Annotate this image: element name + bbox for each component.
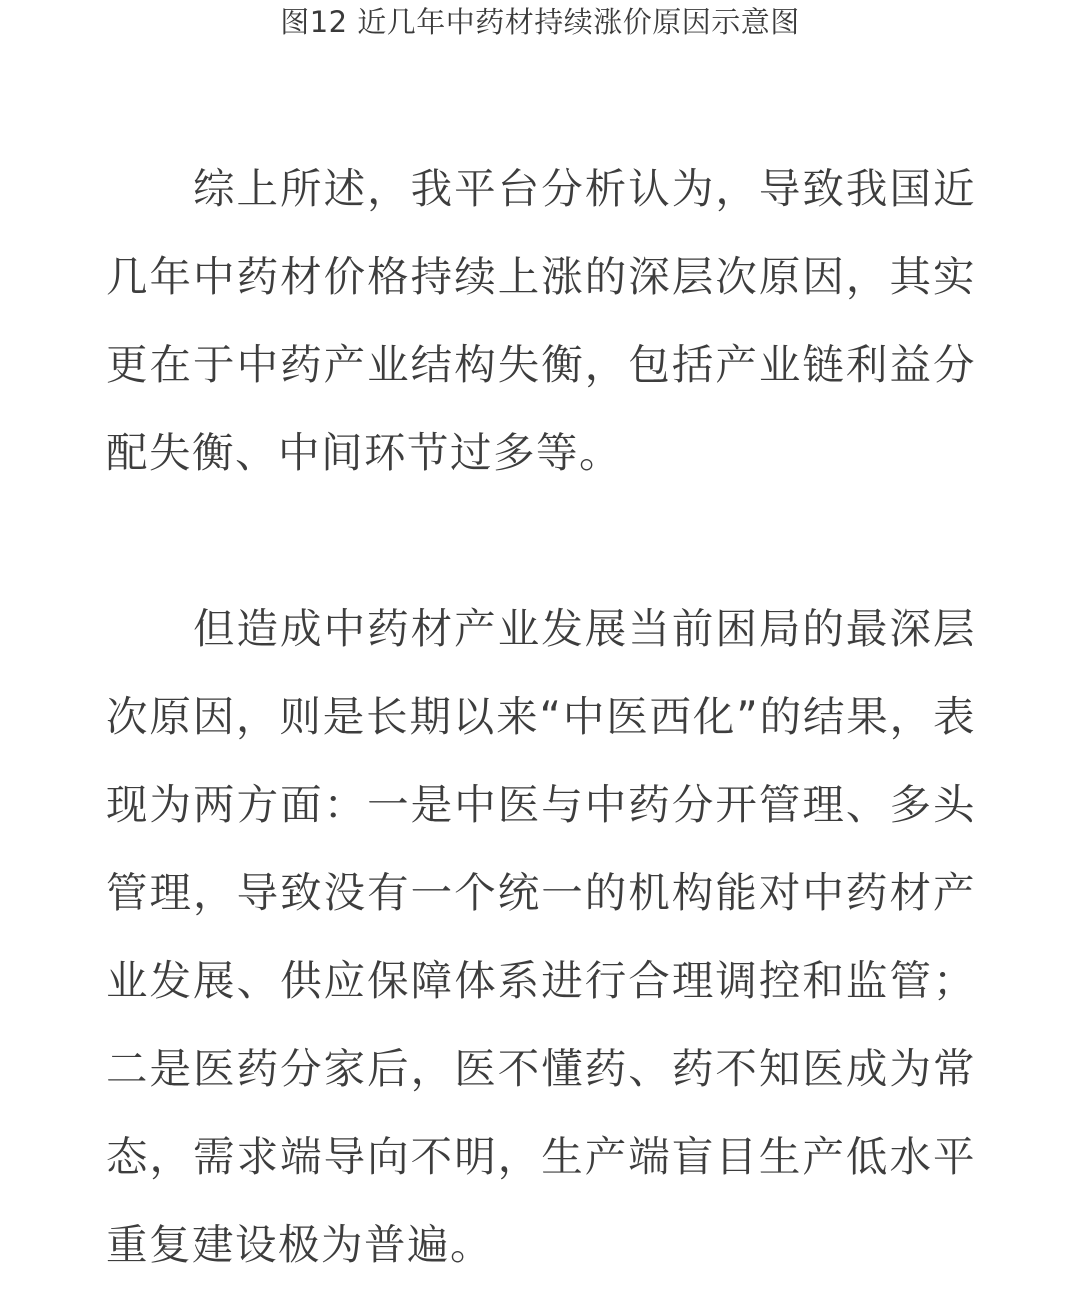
figure-caption: 图12 近几年中药材持续涨价原因示意图: [280, 5, 800, 39]
paragraph-root-cause: 但造成中药材产业发展当前困局的最深层次原因，则是长期以来“中医西化”的结果，表现为两方面：一是中医与中药分开管理、多头管理，导致没有一个统一的机构能对中药材产业发展、供应保障体系进行合理调控和监管；二是医药分家后，医不懂药、药不知医成为常态，需求端导向不明，生产端盲目生产低水平重复建设极为普遍。: [106, 604, 976, 1269]
paragraph-summary: 综上所述，我平台分析认为，导致我国近几年中药材价格持续上涨的深层次原因，其实更在于中药产业结构失衡，包括产业链利益分配失衡、中间环节过多等。: [106, 164, 976, 477]
